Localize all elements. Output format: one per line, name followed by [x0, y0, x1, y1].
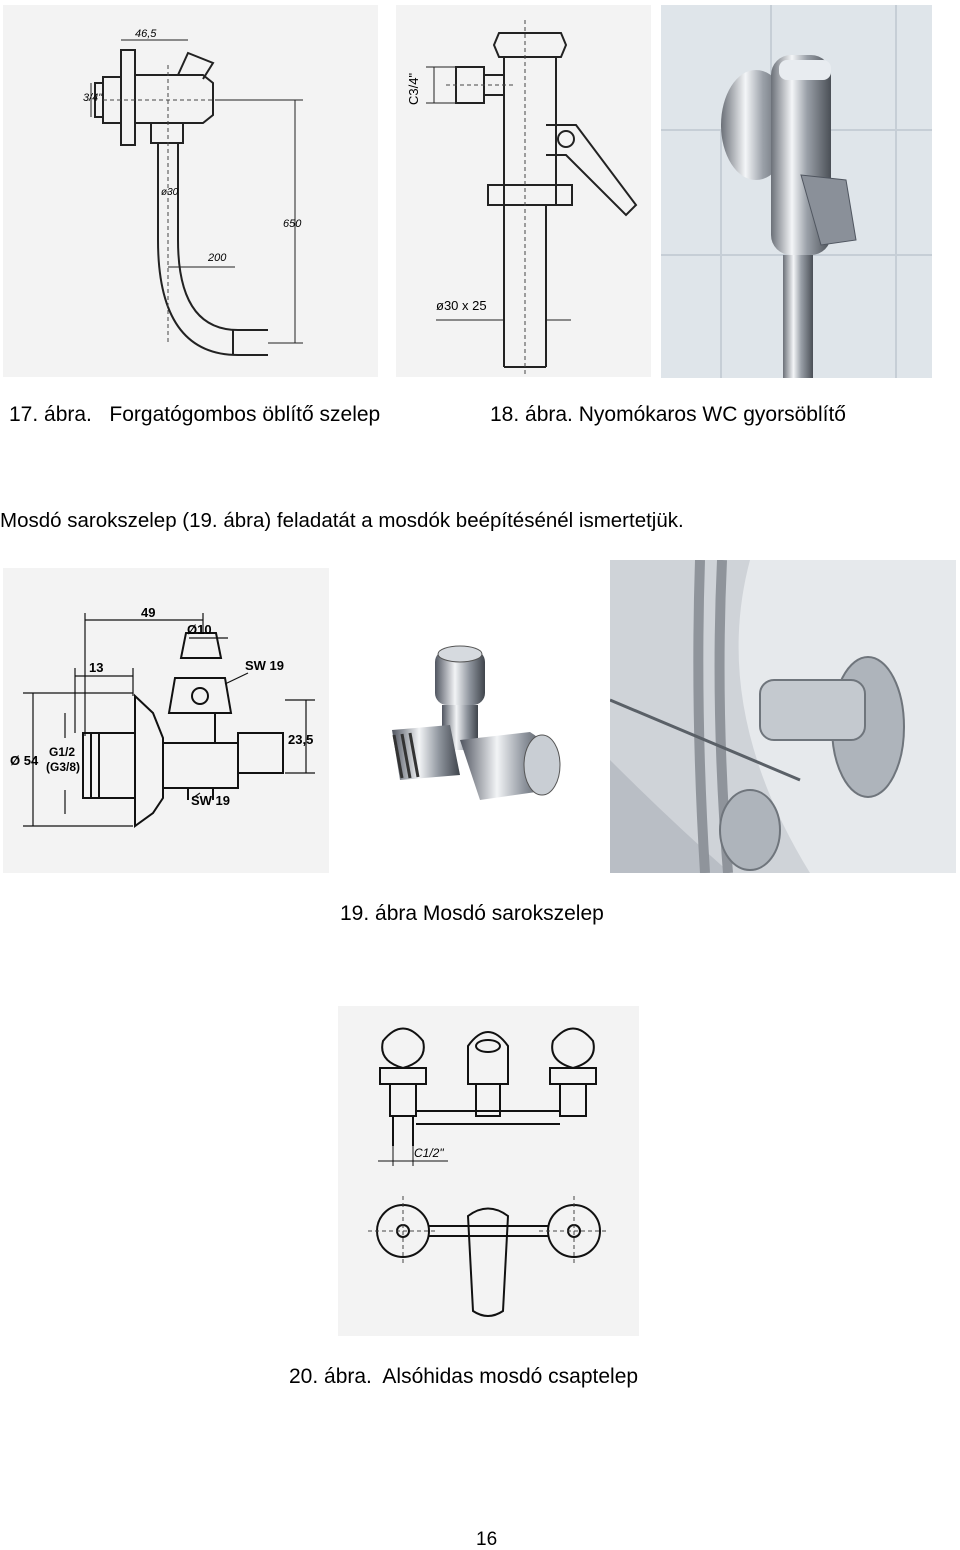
angle-valve-drawing [3, 568, 329, 873]
installed-valve-photo [610, 560, 956, 873]
dim-3-4: 3/4" [83, 92, 103, 104]
dim-650: 650 [283, 218, 302, 230]
figure-18-caption: 18. ábra. Nyomókaros WC gyorsöblítő [490, 403, 846, 426]
figure-20-caption: 20. ábra. Alsóhidas mosdó csaptelep [289, 1365, 639, 1388]
lever-flush-drawing [396, 5, 651, 377]
dim-d54: Ø 54 [10, 753, 39, 768]
dim-sw19-top: SW 19 [245, 658, 285, 673]
dim-49: 49 [141, 605, 156, 620]
dim-c1-2: C1/2" [414, 1146, 444, 1160]
figure-20-drawing [338, 1006, 639, 1336]
figure-17-drawing [3, 5, 378, 377]
dim-d10: Ø10 [187, 622, 212, 637]
figure-18-drawing [396, 5, 651, 377]
figure-19-caption: 19. ábra Mosdó sarokszelep [340, 902, 604, 925]
angle-valve-photo [380, 640, 570, 820]
page-number: 16 [476, 1529, 498, 1550]
flush-valve-drawing [3, 5, 378, 377]
basin-mixer-drawing [338, 1006, 639, 1336]
figure-19-drawing [3, 568, 329, 873]
dim-30: ø30 [161, 187, 179, 198]
figure-17-caption: 17. ábra. Forgatógombos öblítő szelep [9, 403, 381, 426]
flush-valve-photo [661, 5, 932, 378]
figure-19-installed-photo [610, 560, 956, 873]
dim-30x25: ø30 x 25 [436, 298, 487, 313]
dim-sw19-bottom: SW 19 [191, 793, 231, 808]
dim-23-5: 23,5 [288, 732, 314, 747]
figure-18-photo [661, 5, 932, 378]
body-paragraph: Mosdó sarokszelep (19. ábra) feladatát a mosdók beépítésénél ismertetjük. [0, 509, 684, 532]
figure-19-product-photo [380, 640, 570, 820]
dim-13: 13 [89, 660, 104, 675]
dim-g1-2: G1/2 [49, 745, 76, 759]
dim-200: 200 [208, 252, 227, 264]
dim-c3-4: C3/4" [406, 72, 421, 105]
dim-g3-8: (G3/8) [46, 760, 81, 774]
dim-46-5: 46,5 [135, 28, 157, 40]
